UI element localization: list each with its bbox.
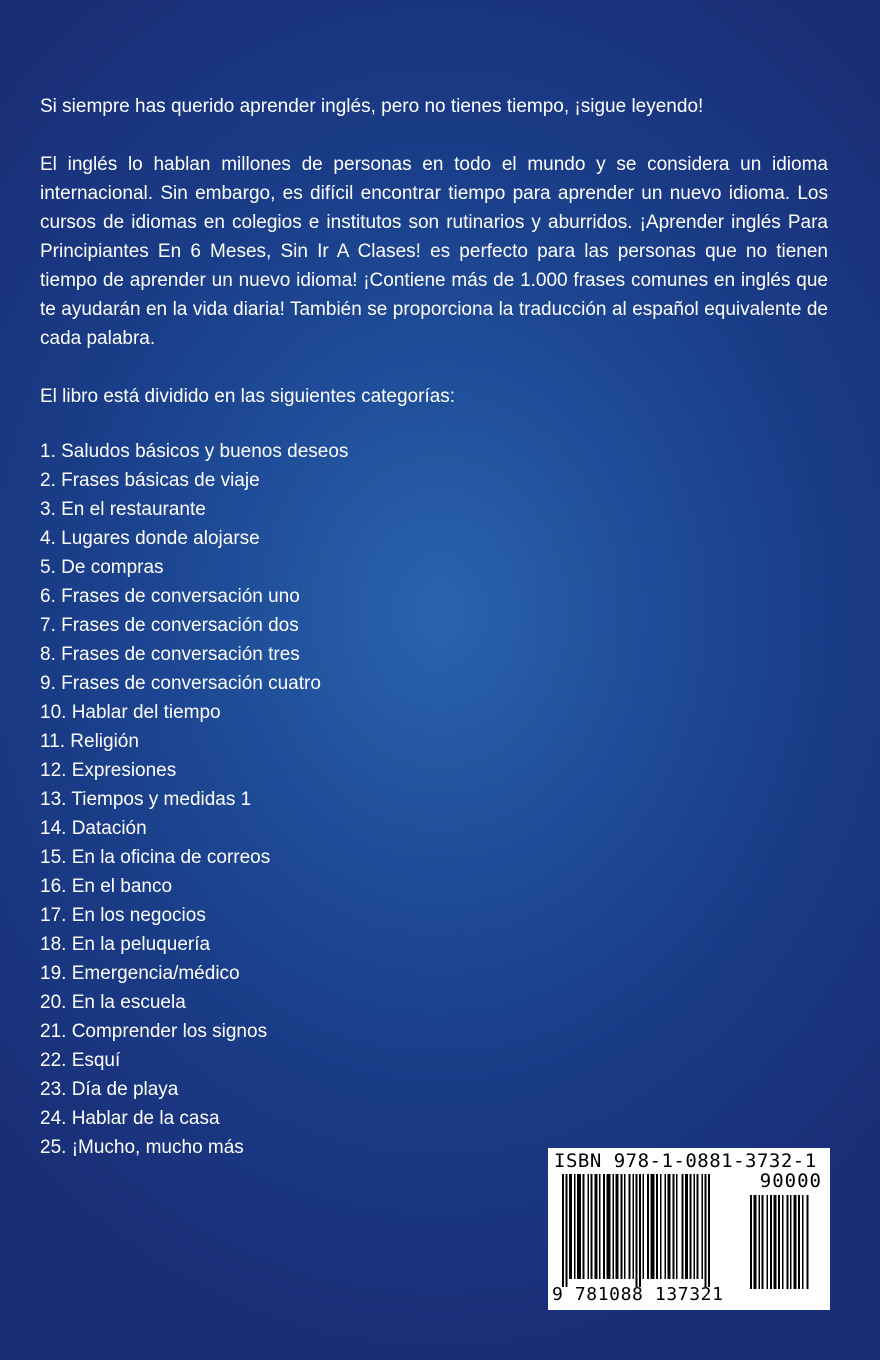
barcode-bar (668, 1174, 671, 1279)
barcode-bar (767, 1195, 769, 1289)
barcode-bar (676, 1174, 678, 1279)
intro-text: Si siempre has querido aprender inglés, pero no tienes tiempo, ¡sigue leyendo! (40, 96, 704, 117)
category-item: 14. Datación (40, 818, 147, 839)
category-item: 25. ¡Mucho, mucho más (40, 1137, 244, 1158)
barcode-bar (569, 1174, 572, 1279)
category-item: 20. En la escuela (40, 992, 186, 1013)
ean-digits: 9 781088 137321 (552, 1284, 724, 1305)
barcode-bar (633, 1174, 635, 1279)
category-item: 22. Esquí (40, 1050, 121, 1071)
categories-list (40, 437, 348, 1162)
category-item: 18. En la peluquería (40, 934, 211, 955)
addon-barcode-bars (750, 1195, 824, 1289)
barcode-bar (705, 1174, 707, 1287)
barcode-bar (599, 1174, 601, 1279)
description-paragraph: El inglés lo hablan millones de personas en todo el mundo y se considera un idioma internacional. Sin embargo, es difícil encontrar tiempo para aprender un nuevo idioma. Los cursos de idiomas en colegios e institutos son rutinarios y aburridos. ¡Aprender inglés Para Principiantes En 6 Meses, Sin Ir A Clases! es perfecto para las personas que no tienen tiempo de aprender un nuevo idioma! ¡Contiene más de 1.000 frases comunes en inglés que te ayudarán en la vida diaria! También se proporciona la traducción al español equivalente de cada palabra. (40, 154, 828, 349)
barcode-bar (798, 1195, 800, 1289)
barcode-bar (574, 1174, 576, 1279)
barcode-bar (665, 1174, 667, 1279)
barcode-bar (682, 1174, 684, 1279)
barcode-bar (660, 1174, 662, 1279)
barcode-bar (562, 1174, 564, 1287)
barcode-bar (591, 1174, 593, 1279)
category-item: 4. Lugares donde alojarse (40, 528, 260, 549)
category-item: 21. Comprender los signos (40, 1021, 268, 1042)
barcode-bar (787, 1195, 789, 1289)
barcode-bar (566, 1174, 568, 1287)
barcode-bar (583, 1174, 585, 1279)
categories-heading: El libro está dividido en las siguientes categorías: (40, 386, 456, 407)
barcode-bar (754, 1195, 757, 1289)
barcode-bar (639, 1174, 641, 1287)
barcode-bar (603, 1174, 605, 1279)
barcode-bar (770, 1195, 772, 1289)
barcode-bar (577, 1174, 581, 1279)
category-item: 16. En el banco (40, 876, 173, 897)
barcode-bar (750, 1195, 752, 1289)
category-item: 3. En el restaurante (40, 499, 206, 520)
barcode-bar (607, 1174, 611, 1279)
barcode-bar (685, 1174, 688, 1279)
barcode-bar (790, 1195, 792, 1289)
barcode-bar (624, 1174, 626, 1279)
barcode-bar (643, 1174, 645, 1279)
barcode-bar (621, 1174, 623, 1279)
barcode-bar (656, 1174, 658, 1279)
barcode-bar (629, 1174, 631, 1279)
category-item: 1. Saludos básicos y buenos deseos (40, 441, 349, 462)
category-item: 24. Hablar de la casa (40, 1108, 220, 1129)
category-item: 5. De compras (40, 557, 164, 578)
price-code: 90000 (759, 1170, 822, 1192)
barcode-bar (702, 1174, 704, 1279)
barcode-bar (762, 1195, 764, 1289)
barcode-bar (647, 1174, 649, 1279)
barcode-bar (588, 1174, 590, 1279)
ean13-barcode-bars (562, 1174, 742, 1289)
barcode-bar (595, 1174, 598, 1279)
barcode-bar (697, 1174, 699, 1279)
category-item: 9. Frases de conversación cuatro (40, 673, 321, 694)
barcode-bar (802, 1195, 804, 1289)
category-item: 11. Religión (40, 731, 139, 752)
barcode-bar (651, 1174, 655, 1279)
barcode-bar (694, 1174, 696, 1279)
isbn-barcode-box (548, 1148, 830, 1310)
category-item: 19. Emergencia/médico (40, 963, 240, 984)
barcode-bar (616, 1174, 619, 1279)
barcode-bar (759, 1195, 761, 1289)
barcode-bar (636, 1174, 638, 1287)
category-item: 10. Hablar del tiempo (40, 702, 221, 723)
category-item: 17. En los negocios (40, 905, 206, 926)
barcode-bar (690, 1174, 692, 1279)
isbn-text: ISBN 978-1-0881-3732-1 (554, 1150, 817, 1172)
category-item: 8. Frases de conversación tres (40, 644, 300, 665)
category-item: 6. Frases de conversación uno (40, 586, 300, 607)
category-item: 15. En la oficina de correos (40, 847, 271, 868)
barcode-bar (807, 1195, 809, 1289)
barcode-bar (782, 1195, 784, 1289)
barcode-bar (774, 1195, 777, 1289)
barcode-bar (613, 1174, 615, 1279)
category-item: 23. Día de playa (40, 1079, 179, 1100)
barcode-bar (778, 1195, 780, 1289)
category-item: 2. Frases básicas de viaje (40, 470, 260, 491)
barcode-bar (794, 1195, 797, 1289)
barcode-bar (708, 1174, 710, 1287)
category-item: 13. Tiempos y medidas 1 (40, 789, 252, 810)
category-item: 12. Expresiones (40, 760, 177, 781)
barcode-bar (673, 1174, 675, 1279)
category-item: 7. Frases de conversación dos (40, 615, 299, 636)
